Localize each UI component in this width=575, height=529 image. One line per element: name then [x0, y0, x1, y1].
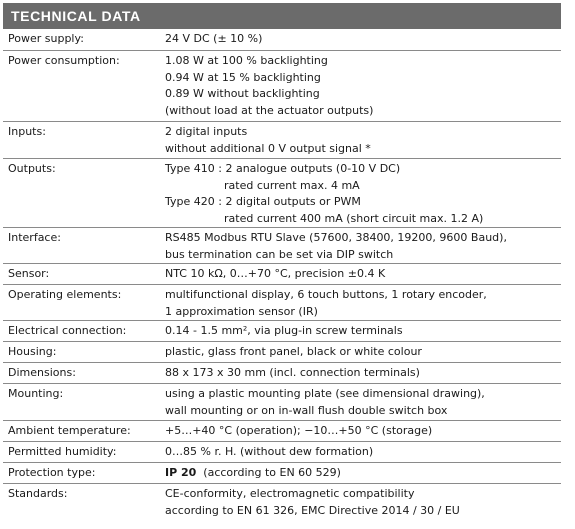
value-line: Type 420 : 2 digital outputs or PWM	[165, 195, 361, 209]
technical-data-table	[3, 3, 561, 520]
row-value	[165, 342, 561, 362]
value-line	[165, 465, 561, 482]
row-inputs	[3, 122, 561, 159]
value-line: plastic, glass front panel, black or white colour	[165, 345, 422, 358]
value-line: using a plastic mounting plate (see dimensional drawing),	[165, 387, 485, 400]
value-line: 1 approximation sensor (IR)	[165, 304, 318, 318]
row-operating-elements	[3, 285, 561, 321]
row-power-consumption	[3, 51, 561, 122]
value-line: 24 V DC (± 10 %)	[165, 32, 263, 45]
table-title: TECHNICAL DATA	[11, 8, 141, 24]
row-mounting	[3, 384, 561, 421]
table-header	[3, 3, 561, 29]
row-label: Protection type:	[8, 466, 96, 479]
row-protection-type	[3, 463, 561, 484]
row-value	[165, 29, 561, 50]
row-label: Ambient temperature:	[8, 424, 131, 437]
row-value	[165, 363, 561, 383]
row-value	[165, 264, 561, 284]
row-value	[165, 421, 561, 441]
row-outputs	[3, 159, 561, 228]
row-standards	[3, 484, 561, 520]
value-line: 0.94 W at 15 % backlighting	[165, 70, 321, 84]
protection-standard: (according to EN 60 529)	[196, 466, 341, 479]
row-label: Electrical connection:	[8, 324, 127, 337]
row-value	[165, 463, 561, 483]
value-line: 0.14 - 1.5 mm², via plug-in screw terminals	[165, 324, 403, 337]
row-label: Housing:	[8, 345, 57, 358]
protection-rating: IP 20	[165, 466, 197, 479]
value-line: rated current 400 mA (short circuit max. 1.2 A)	[224, 211, 484, 225]
row-label: Mounting:	[8, 387, 64, 400]
value-line: according to EN 61 326, EMC Directive 2014 / 30 / EU	[165, 503, 460, 517]
row-value	[165, 122, 561, 158]
value-line: RS485 Modbus RTU Slave (57600, 38400, 19200, 9600 Baud),	[165, 231, 507, 244]
row-label: Operating elements:	[8, 288, 122, 301]
value-line: CE-conformity, electromagnetic compatibility	[165, 487, 415, 500]
row-electrical-connection	[3, 321, 561, 342]
row-housing	[3, 342, 561, 363]
value-line: 1.08 W at 100 % backlighting	[165, 54, 328, 67]
row-value	[165, 442, 561, 462]
value-line: 88 x 173 x 30 mm (incl. connection terminals)	[165, 366, 420, 379]
row-value	[165, 285, 561, 320]
row-label: Permitted humidity:	[8, 445, 117, 458]
row-label: Inputs:	[8, 125, 46, 138]
value-line: +5…+40 °C (operation); −10…+50 °C (storage)	[165, 424, 433, 437]
row-ambient-temperature	[3, 421, 561, 442]
row-label: Power supply:	[8, 32, 84, 45]
row-value	[165, 228, 561, 263]
row-power-supply	[3, 29, 561, 51]
row-sensor	[3, 264, 561, 285]
value-line: Type 410 : 2 analogue outputs (0-10 V DC)	[165, 162, 401, 175]
value-line: 2 digital inputs	[165, 125, 248, 138]
value-line: rated current max. 4 mA	[224, 178, 360, 192]
row-value	[165, 321, 561, 341]
row-label: Standards:	[8, 487, 68, 500]
value-line: NTC 10 kΩ, 0…+70 °C, precision ±0.4 K	[165, 267, 386, 280]
value-line: 0…85 % r. H. (without dew formation)	[165, 445, 374, 458]
row-permitted-humidity	[3, 442, 561, 463]
row-label: Outputs:	[8, 162, 56, 175]
value-line: multifunctional display, 6 touch buttons, 1 rotary encoder,	[165, 288, 487, 301]
row-label: Sensor:	[8, 267, 50, 280]
value-line: bus termination can be set via DIP switch	[165, 247, 394, 261]
row-value	[165, 484, 561, 520]
value-line: wall mounting or on in-wall flush double switch box	[165, 403, 448, 417]
row-label: Dimensions:	[8, 366, 76, 379]
row-value	[165, 51, 561, 121]
row-value	[165, 159, 561, 227]
row-label: Power consumption:	[8, 54, 120, 67]
row-interface	[3, 228, 561, 264]
value-line: (without load at the actuator outputs)	[165, 103, 374, 117]
row-value	[165, 384, 561, 420]
row-dimensions	[3, 363, 561, 384]
row-label: Interface:	[8, 231, 61, 244]
value-line: 0.89 W without backlighting	[165, 87, 320, 101]
value-line: without additional 0 V output signal *	[165, 141, 371, 155]
